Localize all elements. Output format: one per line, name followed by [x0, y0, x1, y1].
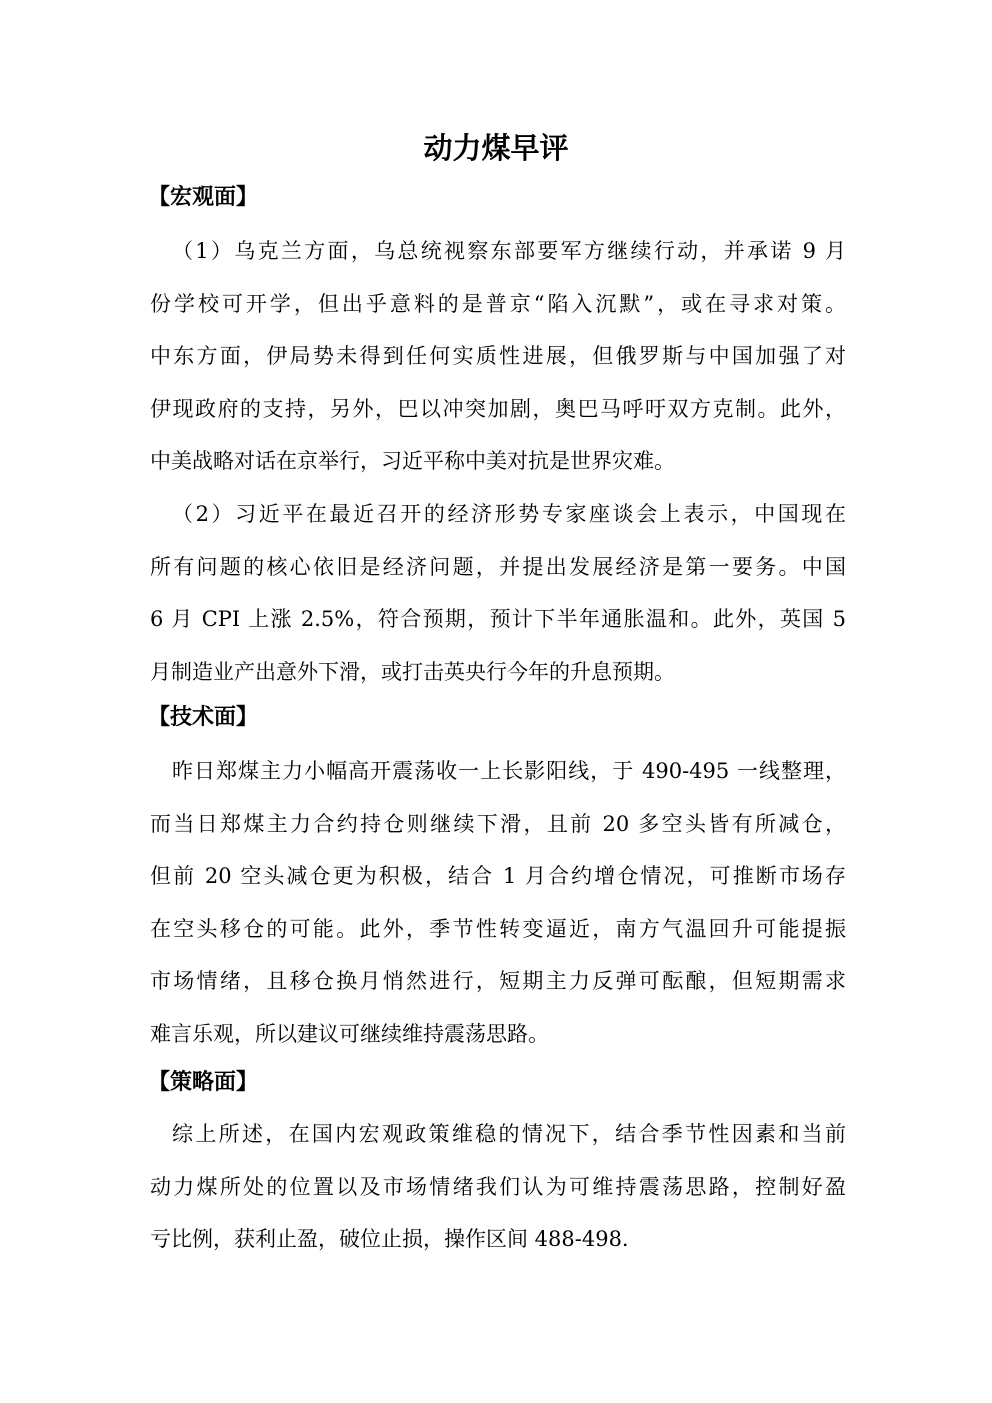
- paragraph-line: 动力煤所处的位置以及市场情绪我们认为可维持震荡思路，控制好盈: [150, 1174, 846, 1199]
- paragraph-line: 难言乐观，所以建议可继续维持震荡思路。: [150, 1021, 549, 1046]
- document-title: 动力煤早评: [423, 131, 569, 165]
- paragraph-line: 中美战略对话在京举行，习近平称中美对抗是世界灾难。: [150, 449, 675, 473]
- paragraph-line: 而当日郑煤主力合约持仓则继续下滑，且前 20 多空头皆有所减仓，: [150, 811, 846, 836]
- paragraph-line: 综上所述，在国内宏观政策维稳的情况下，结合季节性因素和当前: [172, 1122, 846, 1146]
- paragraph-line: 昨日郑煤主力小幅高开震荡收一上长影阳线，于 490-495 一线整理，: [172, 759, 846, 783]
- section-heading-strategy: 【策略面】: [148, 1070, 259, 1095]
- paragraph-line: 6 月 CPI 上涨 2.5%，符合预期，预计下半年通胀温和。此外，英国 5: [150, 607, 846, 631]
- paragraph-line: 份学校可开学，但出乎意料的是普京“陷入沉默”，或在寻求对策。: [150, 291, 846, 316]
- paragraph-macro-2: [150, 488, 846, 698]
- paragraph-line: （1）乌克兰方面，乌总统视察东部要军方继续行动，并承诺 9 月: [172, 239, 846, 263]
- paragraph-line: 但前 20 空头减仓更为积极，结合 1 月合约增仓情况，可推断市场存: [150, 864, 846, 888]
- paragraph-macro-1: [150, 225, 846, 488]
- paragraph-line: 月制造业产出意外下滑，或打击英央行今年的升息预期。: [150, 659, 675, 684]
- section-heading-macro: 【宏观面】: [148, 185, 259, 210]
- paragraph-line: 在空头移仓的可能。此外，季节性转变逼近，南方气温回升可能提振: [150, 916, 846, 941]
- section-heading-technical: 【技术面】: [148, 705, 259, 730]
- paragraph-line: 亏比例，获利止盈，破位止损，操作区间 488-498.: [150, 1227, 629, 1251]
- paragraph-line: （2）习近平在最近召开的经济形势专家座谈会上表示，中国现在: [172, 502, 846, 526]
- paragraph-line: 中东方面，伊局势未得到任何实质性进展，但俄罗斯与中国加强了对: [150, 344, 846, 368]
- paragraph-line: 所有问题的核心依旧是经济问题，并提出发展经济是第一要务。中国: [150, 554, 846, 579]
- paragraph-strategy: [150, 1108, 846, 1266]
- paragraph-technical: [150, 745, 846, 1060]
- paragraph-line: 伊现政府的支持，另外，巴以冲突加剧，奥巴马呼吁双方克制。此外，: [150, 396, 846, 421]
- paragraph-line: 市场情绪，且移仓换月悄然进行，短期主力反弹可酝酿，但短期需求: [150, 969, 846, 993]
